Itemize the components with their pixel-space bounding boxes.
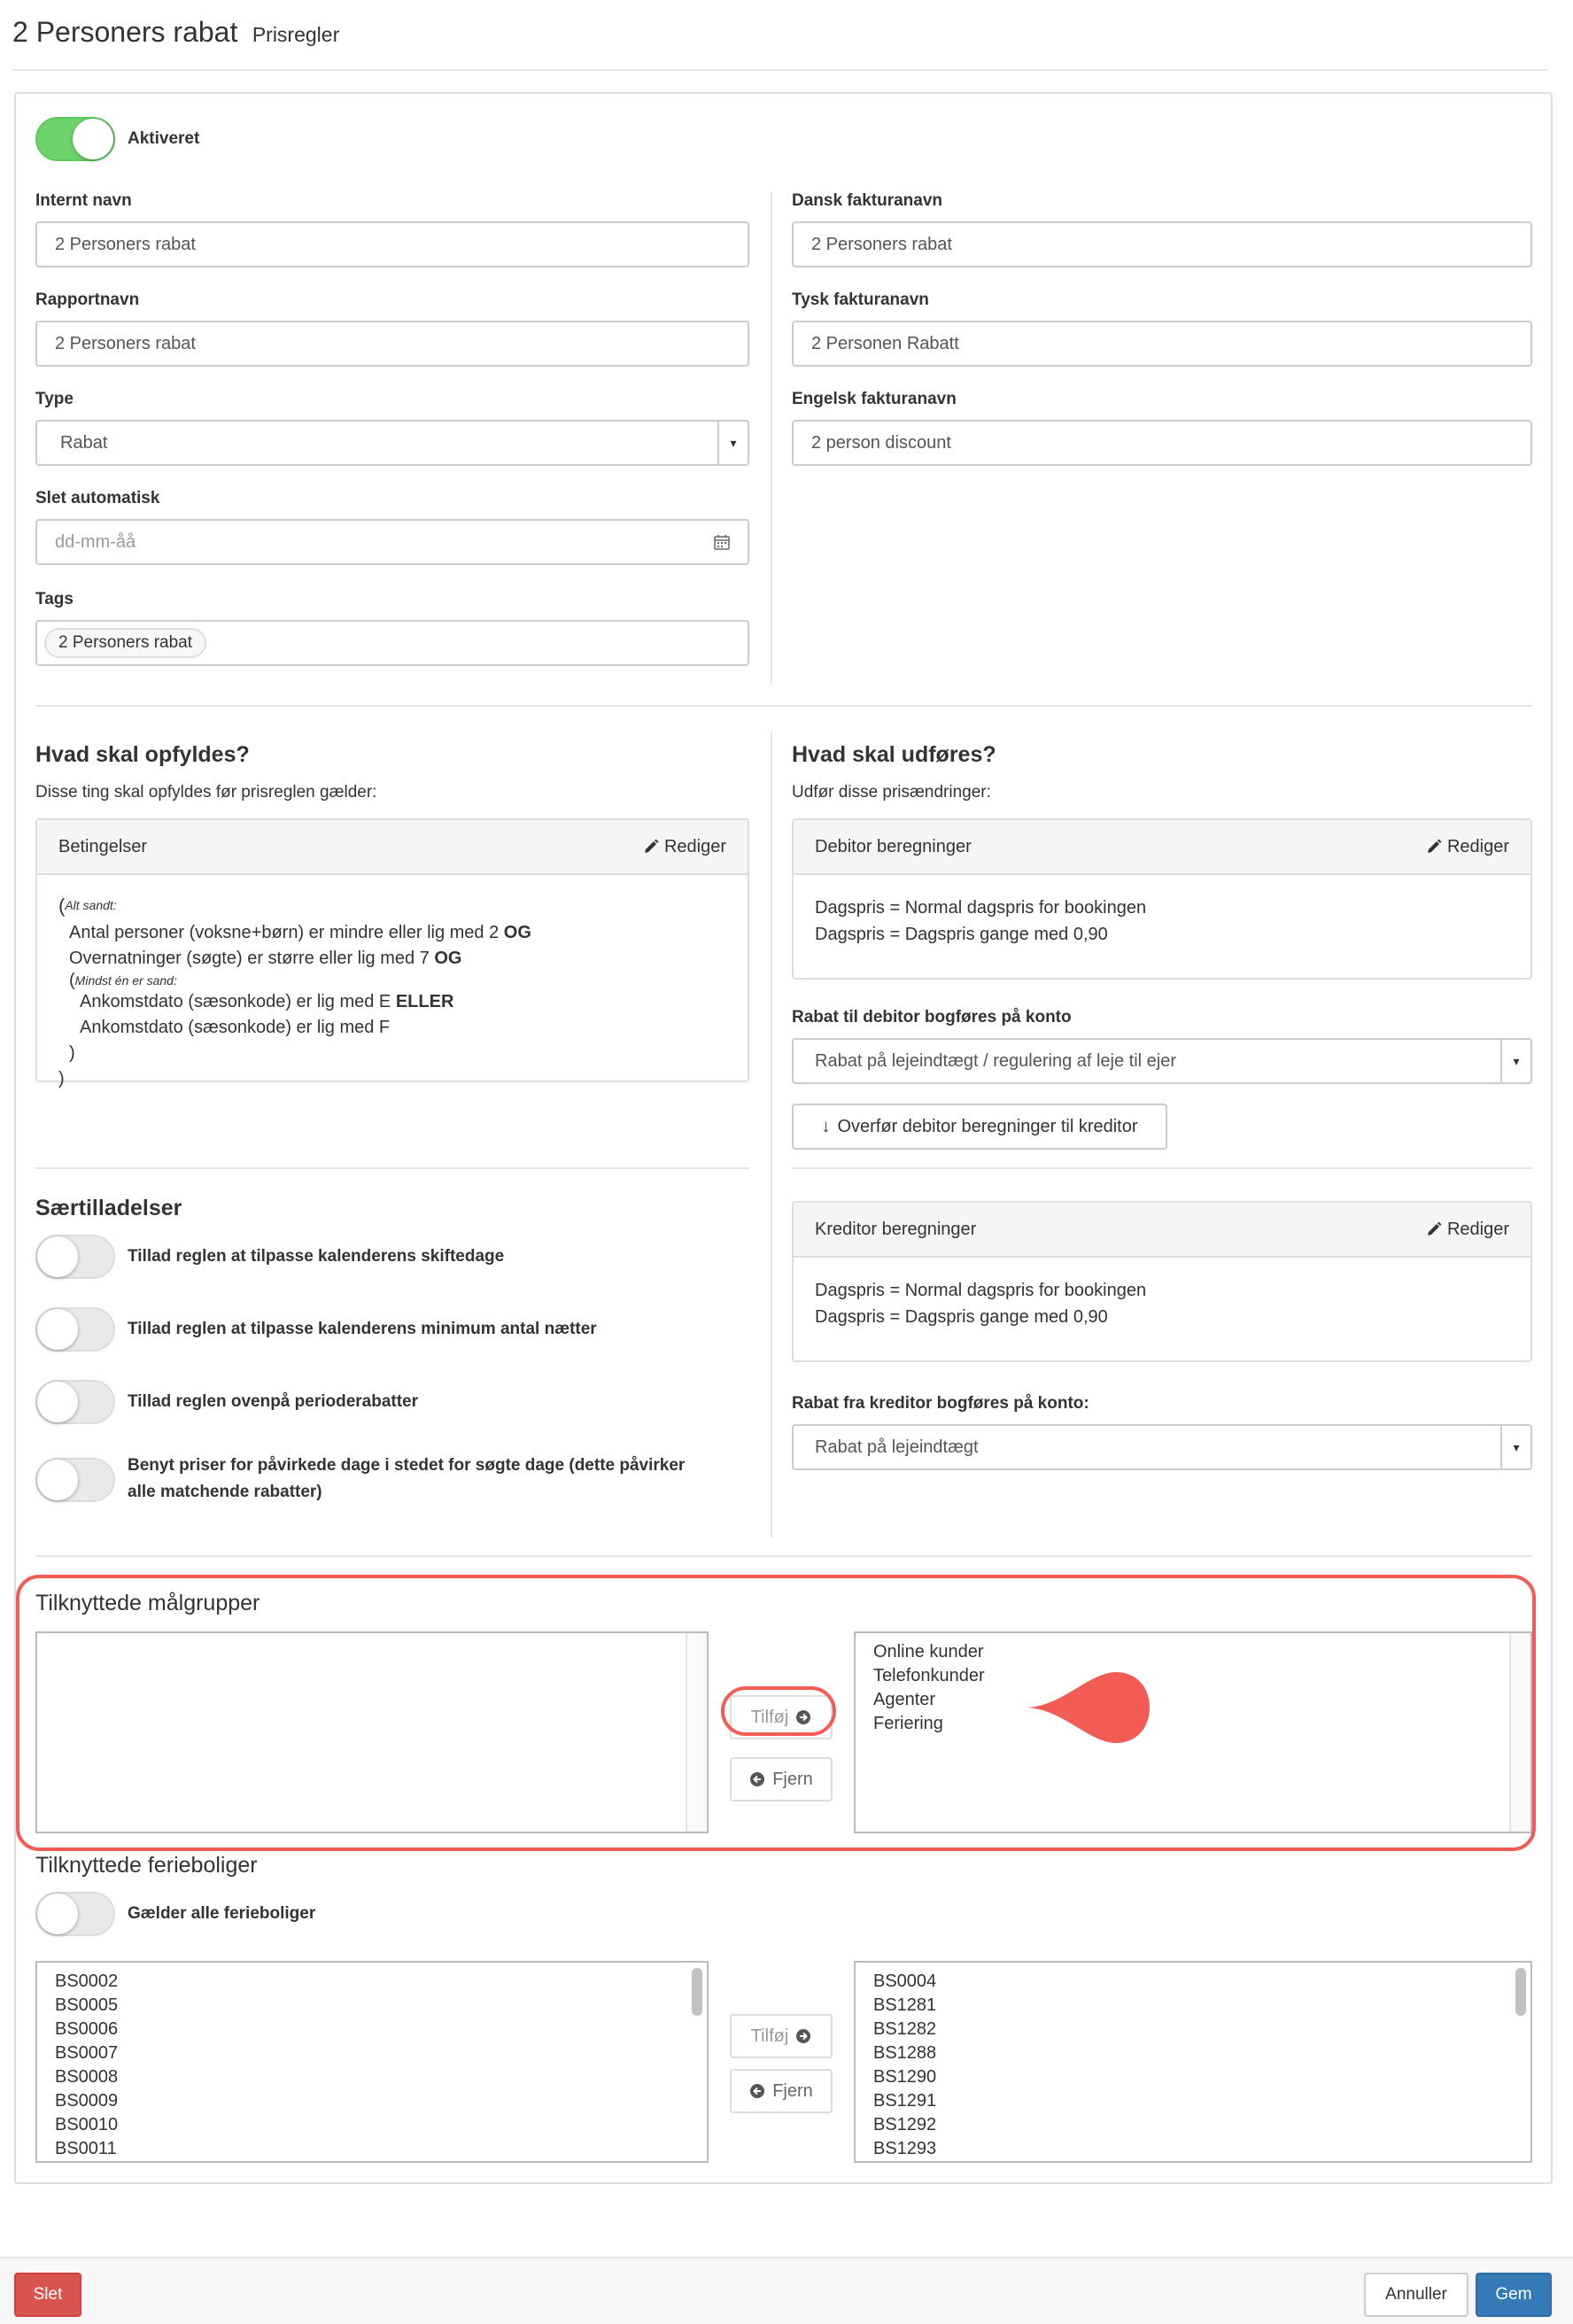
auto-delete-date-input[interactable] [35, 519, 749, 565]
list-item[interactable]: Telefonkunder [873, 1666, 985, 1685]
remove-button-label: Fjern [772, 2080, 813, 2101]
scrollbar[interactable] [686, 1963, 707, 2161]
list-item[interactable]: BS1290 [873, 2067, 937, 2087]
chevron-down-icon: ▾ [1500, 1426, 1530, 1468]
edit-label: Rediger [663, 836, 726, 856]
conditions-heading: Hvad skal opfyldes? [35, 742, 250, 767]
toggle-affected-days-line2: alle matchende rabatter) [128, 1483, 322, 1501]
tags-label: Tags [35, 590, 74, 608]
paren-open-inner: ( [69, 971, 75, 990]
delete-button[interactable]: Slet [14, 2273, 81, 2317]
report-name-input[interactable]: 2 Personers rabat [35, 321, 749, 367]
list-item[interactable]: BS1282 [873, 2019, 937, 2039]
list-item[interactable]: BS0007 [55, 2043, 119, 2063]
pencil-icon [1426, 839, 1442, 855]
section-divider-bottom [35, 1555, 1532, 1557]
list-item[interactable]: BS1292 [873, 2115, 937, 2134]
paren-open: ( [58, 895, 66, 917]
arrow-down-icon: ↓ [821, 1116, 831, 1136]
list-item[interactable]: BS1288 [873, 2043, 937, 2063]
toggle-all-houses[interactable] [35, 1892, 115, 1936]
report-name-label: Rapportnavn [35, 290, 140, 309]
section-divider-right [792, 1167, 1532, 1169]
rule-form-panel [14, 92, 1553, 2184]
transfer-to-kreditor-button[interactable] [792, 1104, 1167, 1150]
footer-bar [0, 2257, 1573, 2324]
list-item[interactable]: Online kunder [873, 1642, 984, 1662]
toggle-knob [73, 119, 113, 159]
list-item[interactable]: BS0009 [55, 2091, 119, 2111]
section-divider [35, 705, 1532, 707]
conditions-box [35, 818, 749, 1088]
german-invoice-input[interactable]: 2 Personen Rabatt [792, 321, 1532, 367]
houses-available-list[interactable] [35, 1961, 709, 2163]
debitor-account-select[interactable] [792, 1038, 1532, 1084]
list-item[interactable]: BS0005 [55, 1995, 119, 2015]
arrow-circle-left-icon [749, 2083, 765, 2099]
debitor-account-value: Rabat på lejeindtægt / regulering af leje til ejer [815, 1050, 1177, 1071]
condition-line-2: Overnatninger (søgte) er større eller lig med 7 [69, 949, 430, 968]
auto-delete-label: Slet automatisk [35, 489, 160, 507]
toggle-min-nights-label: Tillad reglen at tilpasse kalenderens minimum antal nætter [128, 1320, 597, 1338]
toggle-affected-days-line1: Benyt priser for påvirkede dage i stedet for søgte dage (dette påvirker [128, 1456, 686, 1475]
condition-line-1: Antal personer (voksne+børn) er mindre eller lig med 2 [69, 923, 500, 942]
toggle-knob [37, 1382, 78, 1422]
debitor-box-body [794, 875, 1530, 965]
conditions-description: Disse ting skal opfyldes før prisreglen gælder: [35, 783, 377, 802]
houses-selected-list[interactable] [854, 1961, 1532, 2163]
kreditor-box-title: Kreditor beregninger [815, 1219, 977, 1239]
toggle-affected-days[interactable] [35, 1458, 115, 1502]
target-groups-heading: Tilknyttede målgrupper [35, 1591, 260, 1615]
toggle-affected-days-label [128, 1452, 748, 1506]
section-divider-left [35, 1167, 749, 1169]
list-item[interactable]: BS0002 [55, 1972, 119, 1991]
houses-add-button[interactable] [730, 2014, 833, 2058]
toggle-all-houses-label: Gælder alle ferieboliger [128, 1904, 316, 1923]
pencil-icon [1426, 1221, 1442, 1237]
list-item[interactable]: BS0008 [55, 2067, 119, 2087]
list-item[interactable]: BS0006 [55, 2019, 119, 2039]
danish-invoice-label: Dansk fakturanavn [792, 191, 943, 210]
kreditor-account-label: Rabat fra kreditor bogføres på konto: [792, 1394, 1089, 1413]
pencil-icon [643, 839, 659, 855]
list-item[interactable]: BS1291 [873, 2091, 937, 2111]
date-placeholder: dd-mm-åå [55, 531, 136, 552]
scrollbar[interactable] [1509, 1963, 1530, 2161]
english-invoice-input[interactable]: 2 person discount [792, 420, 1532, 466]
kreditor-account-value: Rabat på lejeindtægt [815, 1437, 979, 1457]
debitor-box-title: Debitor beregninger [815, 836, 972, 856]
toggle-knob [37, 1236, 78, 1277]
toggle-knob [37, 1894, 78, 1934]
kreditor-box [792, 1201, 1532, 1362]
debitor-edit-link[interactable] [1426, 837, 1509, 857]
danish-invoice-input[interactable]: 2 Personers rabat [792, 221, 1532, 267]
internal-name-label: Internt navn [35, 191, 132, 210]
debitor-box-header [794, 820, 1530, 875]
special-permissions-heading: Særtilladelser [35, 1196, 182, 1220]
condition-line-3: Ankomstdato (sæsonkode) er lig med E [80, 992, 391, 1011]
annotation-pointer-icon [1027, 1670, 1151, 1745]
page-header [12, 16, 1548, 71]
tag-chip[interactable]: 2 Personers rabat [44, 628, 206, 658]
toggle-shift-days-label: Tillad reglen at tilpasse kalenderens skiftedage [128, 1247, 505, 1266]
list-item[interactable]: BS0004 [873, 1972, 937, 1991]
actions-heading: Hvad skal udføres? [792, 742, 996, 767]
condition-line-4: Ankomstdato (sæsonkode) er lig med F [80, 1018, 391, 1037]
conditions-box-title: Betingelser [58, 836, 148, 856]
kreditor-edit-link[interactable] [1426, 1220, 1509, 1240]
kreditor-line-1: Dagspris = Normal dagspris for bookingen [815, 1281, 1147, 1300]
toggle-period-discounts[interactable] [35, 1380, 115, 1424]
toggle-knob [37, 1309, 78, 1350]
houses-heading: Tilknyttede ferieboliger [35, 1853, 258, 1878]
column-divider [771, 191, 772, 684]
kreditor-box-header [794, 1203, 1530, 1258]
at-least-one-label: Mindst én er sand: [74, 973, 177, 988]
arrow-circle-right-icon [795, 2028, 811, 2044]
type-label: Type [35, 390, 74, 408]
paren-close: ) [58, 1069, 65, 1088]
internal-name-input[interactable]: 2 Personers rabat [35, 221, 749, 267]
all-true-label: Alt sandt: [65, 898, 117, 912]
list-item[interactable]: Feriering [873, 1714, 943, 1733]
column-divider-middle [771, 732, 772, 1538]
kreditor-account-select[interactable] [792, 1424, 1532, 1470]
type-select-value: Rabat [60, 432, 108, 453]
page-subtitle: Prisregler [252, 23, 340, 46]
toggle-knob [37, 1460, 78, 1500]
houses-remove-button[interactable] [730, 2069, 833, 2113]
page-title: 2 Personers rabat [12, 16, 238, 48]
calendar-icon[interactable] [714, 534, 730, 550]
list-item[interactable]: BS0011 [55, 2139, 117, 2158]
cancel-button[interactable]: Annuller [1364, 2273, 1468, 2317]
add-button-label: Tilføj [750, 1707, 789, 1727]
condition-op-2: OG [434, 949, 462, 968]
scrollbar-thumb[interactable] [1515, 1968, 1526, 2016]
save-button[interactable]: Gem [1476, 2273, 1552, 2317]
scrollbar-thumb[interactable] [692, 1968, 702, 2016]
chevron-down-icon: ▾ [717, 422, 748, 464]
condition-op-3: ELLER [395, 992, 454, 1011]
activated-toggle[interactable] [35, 117, 115, 161]
list-item[interactable]: BS0010 [55, 2115, 119, 2134]
tags-input[interactable] [35, 620, 749, 666]
edit-label: Rediger [1446, 1219, 1509, 1239]
chevron-down-icon: ▾ [1500, 1040, 1530, 1082]
conditions-box-body [37, 875, 748, 1110]
debitor-line-2: Dagspris = Dagspris gange med 0,90 [815, 925, 1108, 944]
list-item[interactable]: BS1293 [873, 2139, 937, 2158]
add-button-label: Tilføj [750, 2026, 789, 2046]
type-select[interactable] [35, 420, 749, 466]
kreditor-box-body [794, 1258, 1530, 1348]
edit-label: Rediger [1446, 836, 1509, 856]
english-invoice-label: Engelsk fakturanavn [792, 390, 957, 408]
toggle-min-nights[interactable] [35, 1307, 115, 1352]
activated-label: Aktiveret [128, 129, 200, 148]
annotation-add-circle [721, 1686, 836, 1736]
debitor-line-1: Dagspris = Normal dagspris for bookingen [815, 898, 1147, 918]
conditions-edit-link[interactable] [643, 837, 726, 857]
german-invoice-label: Tysk fakturanavn [792, 290, 929, 309]
transfer-button-label: Overfør debitor beregninger til kreditor [837, 1116, 1138, 1136]
conditions-box-header [37, 820, 748, 875]
toggle-shift-days[interactable] [35, 1235, 115, 1279]
kreditor-line-2: Dagspris = Dagspris gange med 0,90 [815, 1307, 1108, 1327]
list-item[interactable]: Agenter [873, 1690, 936, 1709]
list-item[interactable]: BS1281 [873, 1995, 937, 2015]
debitor-account-label: Rabat til debitor bogføres på konto [792, 1008, 1072, 1026]
toggle-period-discounts-label: Tillad reglen ovenpå perioderabatter [128, 1392, 419, 1411]
debitor-box [792, 818, 1532, 980]
paren-close-inner: ) [69, 1043, 75, 1063]
actions-description: Udfør disse prisændringer: [792, 783, 991, 802]
condition-op-1: OG [503, 923, 531, 942]
remove-button-label: Fjern [772, 1769, 813, 1789]
